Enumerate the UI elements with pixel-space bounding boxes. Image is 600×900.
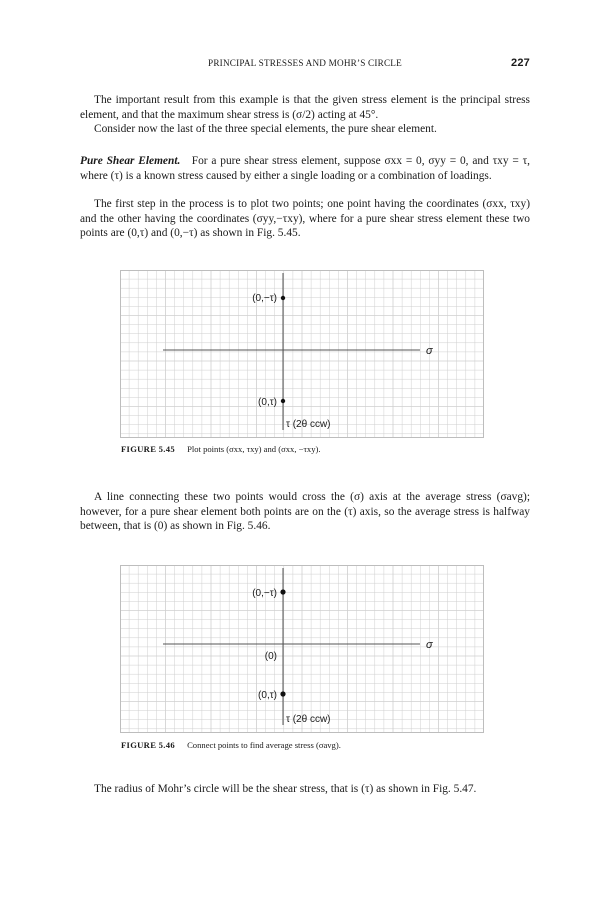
figure-5-46-plot — [120, 565, 484, 733]
sigma-axis-label: σ — [426, 639, 433, 651]
paragraph-1: The important result from this example is that the given stress element is the principal stress element, and that the maximum shear stress is (σ/2) acting at 45°. — [80, 94, 530, 121]
page-number: 227 — [511, 57, 530, 69]
label-point-pos-tau: (0,τ) — [258, 397, 277, 408]
point-neg-tau — [280, 589, 285, 594]
paragraph-4: The first step in the process is to plot two points; one point having the coordinates (σxx, τxy) and the other having the coordinates (σyy,−τxy), where for a pure shear stress element these two points are (0,τ) and (0,−τ) as shown in Fig. 5.45. — [80, 198, 530, 240]
label-center: (0) — [264, 651, 277, 662]
tau-axis-label: τ (2θ ccw) — [286, 419, 331, 430]
figure-5-45-label: FIGURE 5.45 — [121, 444, 175, 454]
point-pos-tau — [281, 399, 285, 403]
figure-5-45-caption-text: Plot points (σxx, τxy) and (σxx, −τxy). — [187, 444, 321, 454]
point-pos-tau — [280, 691, 285, 696]
label-point-neg-tau: (0,−τ) — [252, 293, 277, 304]
figure-5-46-caption — [121, 740, 341, 750]
figure-5-45-caption — [121, 444, 321, 454]
run-in-heading: Pure Shear Element. — [80, 155, 181, 167]
tau-axis-label: τ (2θ ccw) — [286, 714, 331, 725]
header-title: PRINCIPAL STRESSES AND MOHR’S CIRCLE — [208, 58, 402, 68]
paragraph-3-text: For a pure shear stress element, suppose σxx = 0, σyy = 0, and τxy = τ, where (τ) is a known stress caused by either a single loading or a combination of loadings. — [80, 155, 530, 182]
paragraph-3 — [80, 154, 530, 183]
sigma-axis-label: σ — [426, 345, 433, 357]
paragraph-5: A line connecting these two points would cross the (σ) axis at the average stress (σavg); however, for a pure shear element both points are on the (τ) axis, so the average stress is halfway between, that is (0) as shown in Fig. 5.46. — [80, 491, 530, 533]
label-point-pos-tau: (0,τ) — [258, 690, 277, 701]
point-neg-tau — [281, 296, 285, 300]
figure-5-45-plot — [120, 270, 484, 438]
paragraph-2: Consider now the last of the three special elements, the pure shear element. — [94, 123, 437, 135]
paragraph-6: The radius of Mohr’s circle will be the shear stress, that is (τ) as shown in Fig. 5.47. — [94, 783, 477, 795]
figure-5-46-label: FIGURE 5.46 — [121, 740, 175, 750]
figure-5-46-caption-text: Connect points to find average stress (σavg). — [187, 740, 341, 750]
label-point-neg-tau: (0,−τ) — [252, 588, 277, 599]
